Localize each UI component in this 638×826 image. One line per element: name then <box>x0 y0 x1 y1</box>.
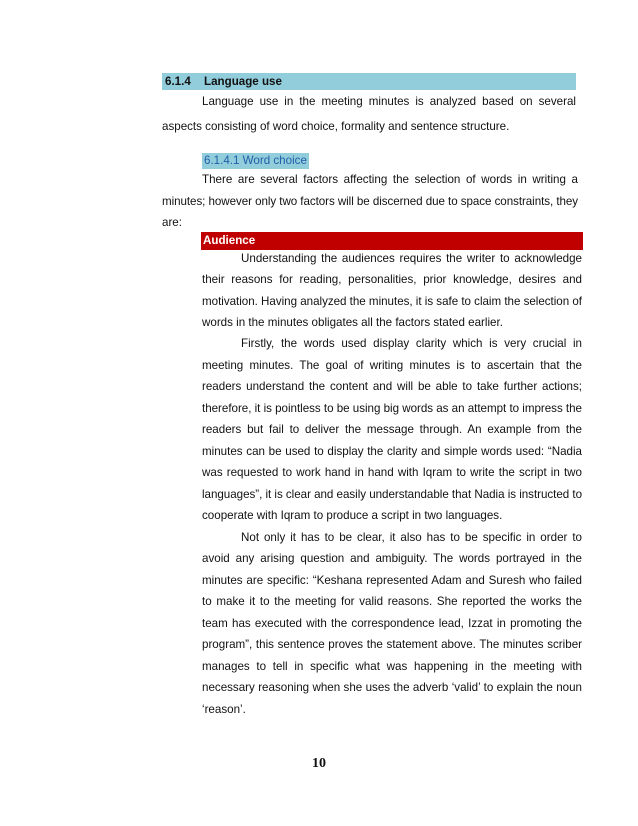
paragraph-line: readers understand the content and will be able to take further actions; <box>202 380 582 393</box>
paragraph-line: necessary reasoning when she uses the adverb ‘valid’ to explain the noun <box>202 681 582 694</box>
paragraph-line: Understanding the audiences requires the writer to acknowledge <box>241 252 582 265</box>
section-number: 6.1.4 <box>165 75 191 88</box>
paragraph-line: There are several factors affecting the selection of words in writing a <box>202 173 578 186</box>
paragraph-line: minutes are specific: “Keshana represented Adam and Suresh who failed <box>202 574 582 587</box>
paragraph-line: their reasons for reading, personalities, prior knowledge, desires and <box>202 273 582 286</box>
paragraph-line: meeting minutes. The goal of writing minutes is to ascertain that the <box>202 359 582 372</box>
paragraph-line: languages”, it is clear and easily understandable that Nadia is instructed to <box>202 488 582 501</box>
section-heading-6-1-4 <box>162 73 576 90</box>
paragraph-line: Language use in the meeting minutes is analyzed based on several <box>202 95 576 108</box>
audience-heading-label: Audience <box>203 234 256 247</box>
subsection-title: 6.1.4.1 Word choice <box>204 154 307 167</box>
paragraph-line: Firstly, the words used display clarity which is very crucial in <box>241 337 582 350</box>
paragraph-line: minutes can be used to display the clarity and simple words used: “Nadia <box>202 445 582 458</box>
page-number: 10 <box>312 756 326 771</box>
paragraph-line: therefore, it is pointless to be using big words as an attempt to impress the <box>202 402 582 415</box>
paragraph-line: to make it to the meeting for valid reasons. She reported the works the <box>202 595 582 608</box>
paragraph-line: Not only it has to be clear, it also has to be specific in order to <box>241 531 582 544</box>
paragraph-line: avoid any arising question and ambiguity. The words portrayed in the <box>202 552 582 565</box>
paragraph-line: motivation. Having analyzed the minutes, it is safe to claim the selection of <box>202 295 582 308</box>
paragraph-line: program”, this sentence proves the statement above. The minutes scriber <box>202 638 582 651</box>
audience-heading <box>201 232 583 250</box>
paragraph-line: aspects consisting of word choice, formality and sentence structure. <box>162 120 510 133</box>
paragraph-line: ‘reason’. <box>202 703 246 716</box>
paragraph-line: are: <box>162 216 182 229</box>
paragraph-line: words in the minutes obligates all the factors stated earlier. <box>202 316 503 329</box>
paragraph-line: team has executed with the correspondence lead, Izzat in promoting the <box>202 617 582 630</box>
paragraph-line: manages to tell in specific what was happening in the meeting with <box>202 660 582 673</box>
paragraph-line: cooperate with Iqram to produce a script in two languages. <box>202 509 503 522</box>
subsection-heading-word-choice <box>202 153 309 169</box>
section-title: Language use <box>204 75 282 88</box>
paragraph-line: minutes; however only two factors will be discerned due to space constraints, they <box>162 195 578 208</box>
paragraph-line: was requested to work hand in hand with Iqram to write the script in two <box>202 466 582 479</box>
paragraph-line: readers but fail to deliver the message through. An example from the <box>202 423 582 436</box>
